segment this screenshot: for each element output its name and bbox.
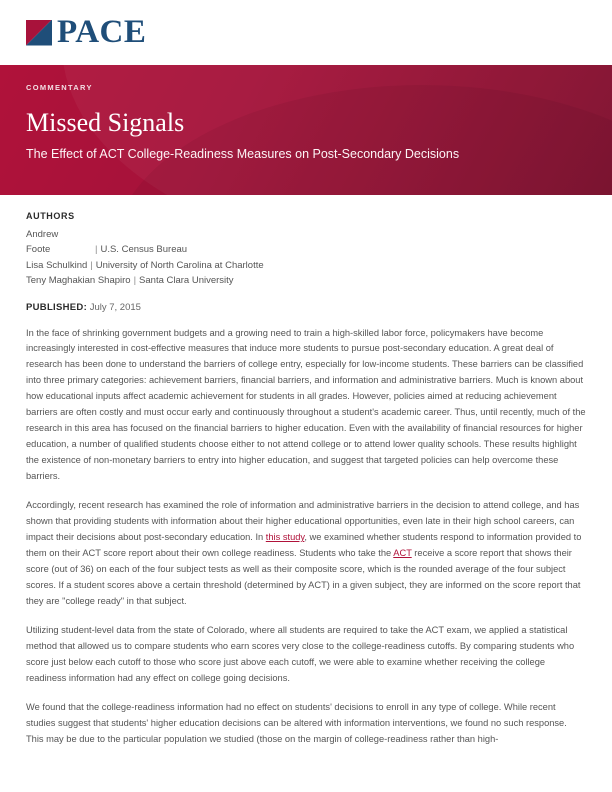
article-text: [26, 326, 586, 749]
author-name: Lisa Schulkind: [26, 259, 88, 271]
paragraph-2-text-a: Accordingly, recent research has examined the role of information and administrative barriers in the decision to attend college, and has shown that providing students with information about their higher educational opportunities, even late in their high school careers, can impact their decisions about post-secondary education. In: [26, 500, 580, 543]
author-separator: |: [90, 259, 93, 271]
author-name: Teny Maghakian Shapiro: [26, 275, 131, 287]
paragraph-4: We found that the college-readiness information had no effect on students' decisions to enroll in any type of college. While recent studies suggest that students' higher education decisions can be altered with information interventions, we found no such response. This may be due to the particular population we studied (those on the margin of college-readiness rather than high-: [26, 702, 567, 745]
author-separator: |: [95, 244, 98, 256]
author-entry: [26, 258, 586, 273]
content-type-kicker: COMMENTARY: [26, 83, 93, 92]
site-header: [0, 0, 612, 65]
published-line: [26, 302, 586, 313]
paragraph-1: In the face of shrinking government budgets and a growing need to train a high-skilled labor force, policymakers have become increasingly interested in cost-effective measures that induce more students to pursue post-secondary education. A great deal of research has been done to understand the barriers of college entry, especially for low-income students. These barriers can be classified into three primary categories: achievement barriers, financial barriers, and information and administrative barriers. Much is known about how educational inputs affect academic achievement for students in all grades. However, policies aimed at reducing achievement barriers are often costly and must occur early and continuously throughout a student's academic career. Thus, until recently, much of the research in this area has focused on the financial barriers to higher education. Even with the availability of financial resources for higher education, a number of qualified students choose either to not attend college or to attend lower quality schools. These results highlight the existence of non-monetary barriers to entry into higher education, and suggest that targeted policies can help overcome these barriers.: [26, 327, 586, 482]
authors-list: [26, 227, 586, 289]
link-act[interactable]: ACT: [393, 548, 412, 559]
paragraph-3: Utilizing student-level data from the state of Colorado, where all students are required to take the ACT exam, we applied a statistical method that allowed us to compare students who earn scores very close to the college-readiness cutoffs. By comparing students who score just below each cutoff to those who score just above each cutoff, we were able to examine whether receiving the college readiness information had any effect on college going decisions.: [26, 625, 575, 684]
link-this-study[interactable]: this study: [265, 532, 305, 543]
published-date: July 7, 2015: [89, 301, 141, 313]
published-label: PUBLISHED:: [26, 301, 88, 313]
page-subtitle: The Effect of ACT College-Readiness Measures on Post-Secondary Decisions: [26, 146, 460, 161]
author-affiliation: University of North Carolina at Charlotte: [95, 259, 264, 271]
document-body: [0, 195, 612, 748]
author-separator: |: [133, 275, 137, 287]
pace-logo-mark-icon: [26, 20, 52, 46]
pace-logo[interactable]: [26, 16, 146, 49]
author-affiliation: U.S. Census Bureau: [100, 244, 188, 256]
author-name-second-part: Foote: [26, 244, 51, 256]
authors-section: [26, 211, 586, 289]
author-name-first-part: Andrew: [26, 229, 59, 240]
authors-heading: AUTHORS: [26, 211, 75, 221]
title-banner: [0, 65, 612, 195]
author-affiliation: Santa Clara University: [139, 275, 234, 287]
paragraph-2-text-c: receive a score report that shows their score (out of 36) on each of the four subject tests as well as their composite score, which is the rounded average of the four subject scores. If a student scores above a certain threshold (determined by ACT) in a given subject, they are informed on the score report that they are "college ready" in that subject.: [26, 548, 581, 607]
paragraph-2-text-b: , we examined whether students respond to information provided to them on their ACT score report about their own college readiness. Students who take the: [26, 532, 582, 559]
author-entry: [26, 273, 586, 288]
paragraph-2: [26, 498, 586, 610]
pace-logo-text: PACE: [57, 14, 147, 50]
page-title: Missed Signals: [26, 108, 185, 138]
author-entry: [26, 227, 586, 258]
